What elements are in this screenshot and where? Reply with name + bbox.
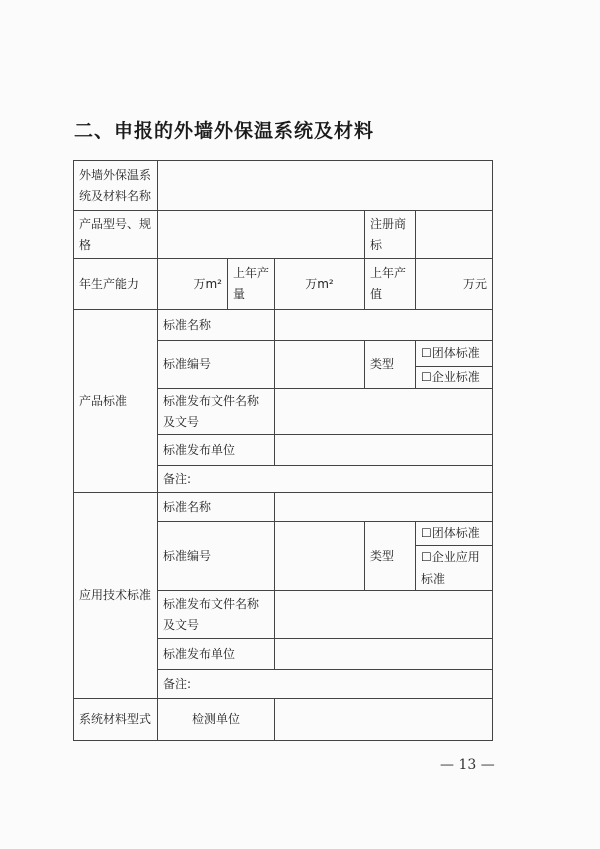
application-standard-name-field[interactable]: [275, 493, 493, 522]
system-model-type-label: 系统材料型式: [74, 699, 158, 741]
system-name-field[interactable]: [158, 161, 493, 211]
model-label: 产品型号、规格: [74, 211, 158, 259]
trademark-label: 注册商标: [365, 211, 416, 259]
capacity-label: 年生产能力: [74, 259, 158, 310]
product-standard-doc-label: 标准发布文件名称及文号: [158, 389, 275, 435]
table-row: [74, 310, 493, 341]
checkbox-icon[interactable]: ☐: [421, 550, 432, 564]
application-standard-doc-label: 标准发布文件名称及文号: [158, 591, 275, 639]
test-unit-label: 检测单位: [158, 699, 275, 741]
application-standard-issuer-label: 标准发布单位: [158, 639, 275, 670]
application-standard-remark[interactable]: 备注:: [158, 670, 493, 699]
last-output-label: 上年产量: [228, 259, 275, 310]
product-standard-name-field[interactable]: [275, 310, 493, 341]
product-standard-name-label: 标准名称: [158, 310, 275, 341]
product-standard-issuer-field[interactable]: [275, 435, 493, 466]
table-row: [74, 493, 493, 522]
trademark-field[interactable]: [416, 211, 493, 259]
system-name-label: 外墙外保温系统及材料名称: [74, 161, 158, 211]
model-field[interactable]: [158, 211, 365, 259]
table-row: [74, 259, 493, 310]
last-value-label: 上年产值: [365, 259, 416, 310]
product-standard-option-group[interactable]: ☐团体标准: [416, 341, 493, 367]
application-standard-option-enterprise[interactable]: ☐企业应用标准: [416, 546, 493, 591]
test-unit-field[interactable]: [275, 699, 493, 741]
table-row: [74, 211, 493, 259]
checkbox-icon[interactable]: ☐: [421, 526, 432, 540]
last-value-field[interactable]: 万元: [416, 259, 493, 310]
application-standard-number-field[interactable]: [275, 522, 365, 591]
application-form-table: [73, 160, 493, 741]
application-standard-type-label: 类型: [365, 522, 416, 591]
last-output-field[interactable]: 万m²: [275, 259, 365, 310]
product-standard-remark[interactable]: 备注:: [158, 466, 493, 493]
application-standard-doc-field[interactable]: [275, 591, 493, 639]
application-standard-issuer-field[interactable]: [275, 639, 493, 670]
product-standard-number-label: 标准编号: [158, 341, 275, 389]
application-standard-label: 应用技术标准: [74, 493, 158, 699]
page-number: — 13 —: [440, 757, 495, 773]
product-standard-type-label: 类型: [365, 341, 416, 389]
product-standard-doc-field[interactable]: [275, 389, 493, 435]
checkbox-icon[interactable]: ☐: [421, 346, 432, 360]
table-row: [74, 699, 493, 741]
table-row: [74, 161, 493, 211]
product-standard-issuer-label: 标准发布单位: [158, 435, 275, 466]
product-standard-number-field[interactable]: [275, 341, 365, 389]
checkbox-icon[interactable]: ☐: [421, 370, 432, 384]
capacity-field[interactable]: 万m²: [158, 259, 228, 310]
application-standard-name-label: 标准名称: [158, 493, 275, 522]
product-standard-label: 产品标准: [74, 310, 158, 493]
product-standard-option-enterprise[interactable]: ☐企业标准: [416, 367, 493, 389]
application-standard-number-label: 标准编号: [158, 522, 275, 591]
application-standard-option-group[interactable]: ☐团体标准: [416, 522, 493, 546]
section-heading: 二、申报的外墙外保温系统及材料: [74, 120, 375, 142]
